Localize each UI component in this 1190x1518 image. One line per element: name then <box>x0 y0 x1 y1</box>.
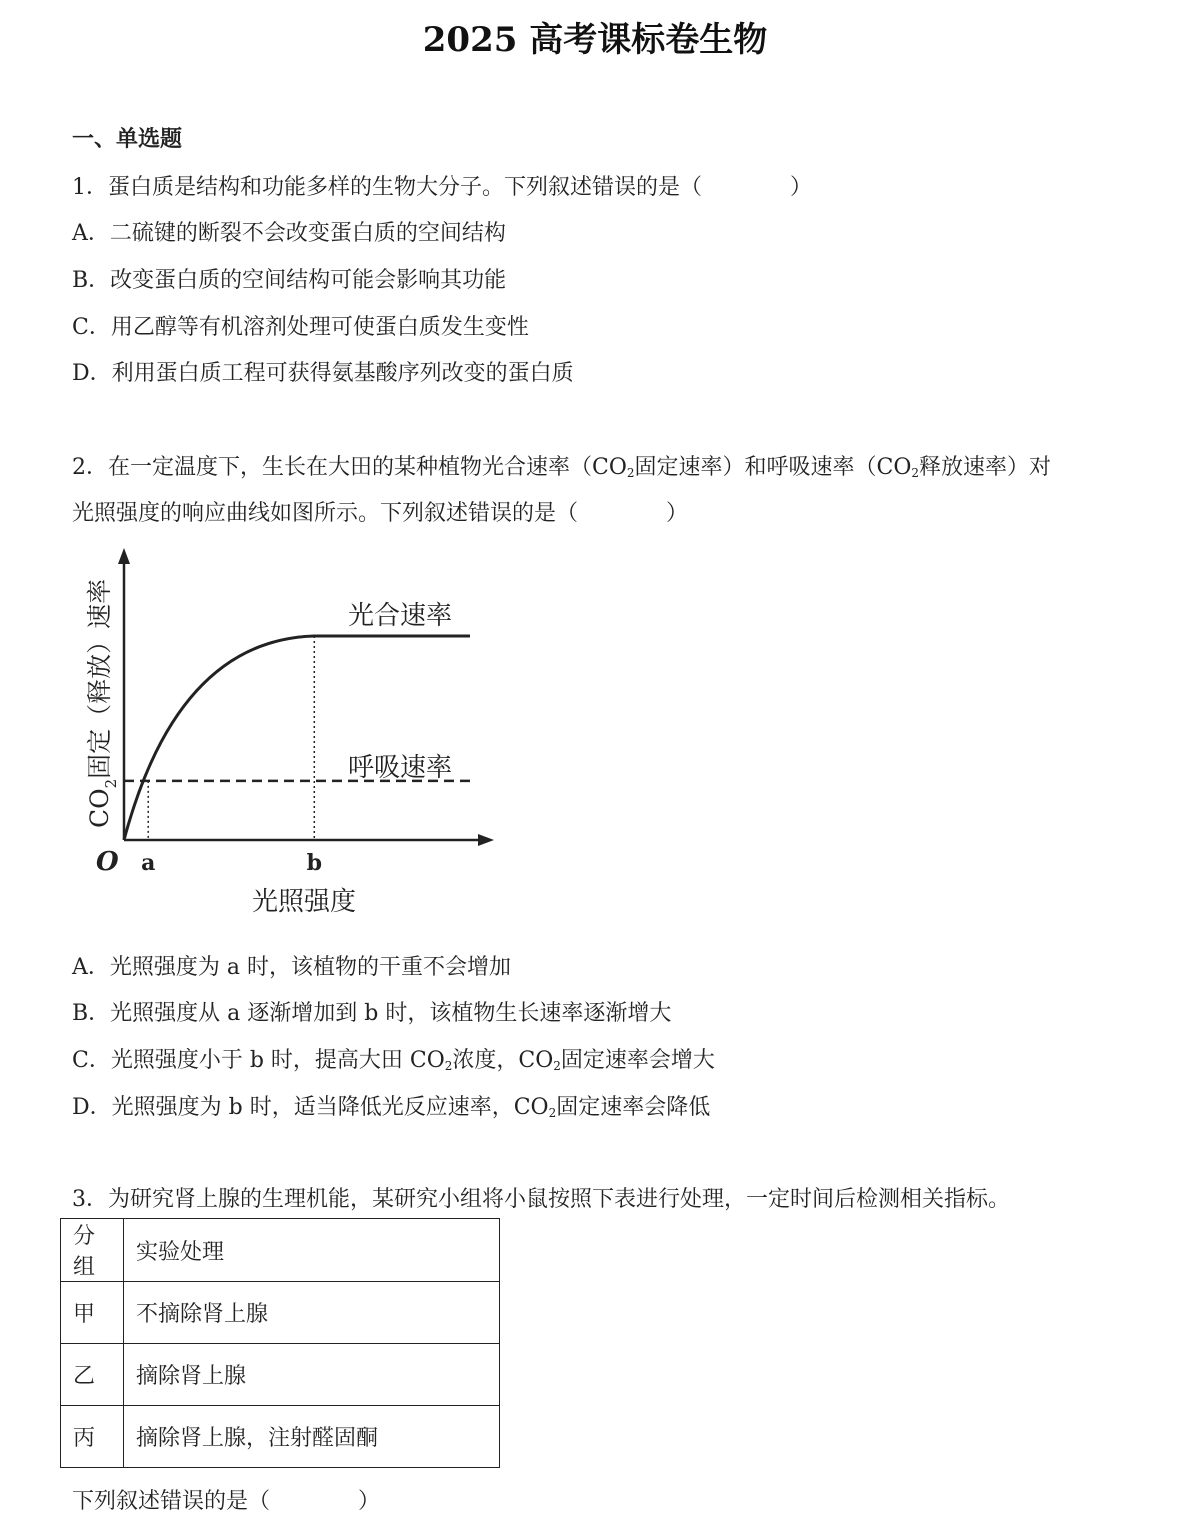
q2-stem-part2: 固定速率）和呼吸速率（CO <box>634 455 912 480</box>
table-header-row <box>61 1219 500 1282</box>
table-header-cell: 分组 <box>61 1219 124 1282</box>
q2-option-d <box>72 1090 710 1121</box>
table-row <box>61 1282 500 1344</box>
table-cell: 不摘除肾上腺 <box>124 1282 500 1344</box>
y-axis-label <box>85 579 120 828</box>
y-axis-label-rest: 固定（释放）速率 <box>85 578 114 779</box>
origin-label: O <box>96 847 119 877</box>
q2-option-d-part1: D．光照强度为 b 时，适当降低光反应速率，CO <box>72 1095 549 1120</box>
q2-option-c <box>72 1043 715 1074</box>
table-cell: 摘除肾上腺，注射醛固酮 <box>124 1406 500 1468</box>
experiment-table <box>60 1218 500 1468</box>
x-tick-a: a <box>141 850 156 876</box>
table-cell: 乙 <box>61 1344 124 1406</box>
q3-stem: 3．为研究肾上腺的生理机能，某研究小组将小鼠按照下表进行处理，一定时间后检测相关指标。 <box>72 1187 1011 1212</box>
table-cell: 摘除肾上腺 <box>124 1344 500 1406</box>
x-axis-arrow <box>478 834 494 846</box>
table-row <box>61 1344 500 1406</box>
q2-stem-line1 <box>72 450 1051 481</box>
q1-stem: 1．蛋白质是结构和功能多样的生物大分子。下列叙述错误的是（ ） <box>72 175 812 200</box>
q2-option-c-part2: 浓度，CO <box>452 1048 554 1073</box>
table-header-cell: 实验处理 <box>124 1219 500 1282</box>
q2-option-b: B．光照强度从 a 逐渐增加到 b 时，该植物生长速率逐渐增大 <box>72 1001 672 1026</box>
q2-option-a: A．光照强度为 a 时，该植物的干重不会增加 <box>72 955 511 980</box>
series-label-photosynthesis: 光合速率 <box>348 601 453 631</box>
q2-option-c-part1: C．光照强度小于 b 时，提高大田 CO <box>72 1048 445 1073</box>
q3-tail: 下列叙述错误的是（ ） <box>72 1489 381 1514</box>
q2-stem-part1: 2．在一定温度下，生长在大田的某种植物光合速率（CO <box>72 455 627 480</box>
x-tick-b: b <box>306 850 322 876</box>
section-heading: 一、单选题 <box>72 126 183 152</box>
q1-option-c: C．用乙醇等有机溶剂处理可使蛋白质发生变性 <box>72 315 529 340</box>
y-axis-arrow <box>118 548 130 564</box>
q2-option-c-part3: 固定速率会增大 <box>560 1048 715 1073</box>
subscript: 2 <box>626 466 635 480</box>
subscript: 2 <box>548 1106 557 1120</box>
subscript: 2 <box>553 1059 561 1073</box>
table-cell: 丙 <box>61 1406 124 1468</box>
page-title: 2025 高考课标卷生物 <box>422 20 768 60</box>
q2-stem-line2: 光照强度的响应曲线如图所示。下列叙述错误的是（ ） <box>72 501 689 526</box>
q1-option-b: B．改变蛋白质的空间结构可能会影响其功能 <box>72 268 507 293</box>
photosynthesis-curve <box>124 636 470 840</box>
table-row <box>61 1406 500 1468</box>
subscript: 2 <box>911 466 920 480</box>
y-axis-label-co: CO <box>85 788 114 828</box>
subscript: 2 <box>444 1059 453 1073</box>
table-cell: 甲 <box>61 1282 124 1344</box>
x-axis-label: 光照强度 <box>251 887 357 917</box>
q2-stem-part3: 释放速率）对 <box>919 455 1052 480</box>
y-axis-label-sub: 2 <box>102 778 120 789</box>
photosynthesis-chart <box>70 538 500 928</box>
q1-option-d: D．利用蛋白质工程可获得氨基酸序列改变的蛋白质 <box>72 361 574 386</box>
q2-option-d-part2: 固定速率会降低 <box>556 1095 711 1120</box>
q1-option-a: A．二硫键的断裂不会改变蛋白质的空间结构 <box>72 221 506 246</box>
series-label-respiration: 呼吸速率 <box>348 753 453 783</box>
